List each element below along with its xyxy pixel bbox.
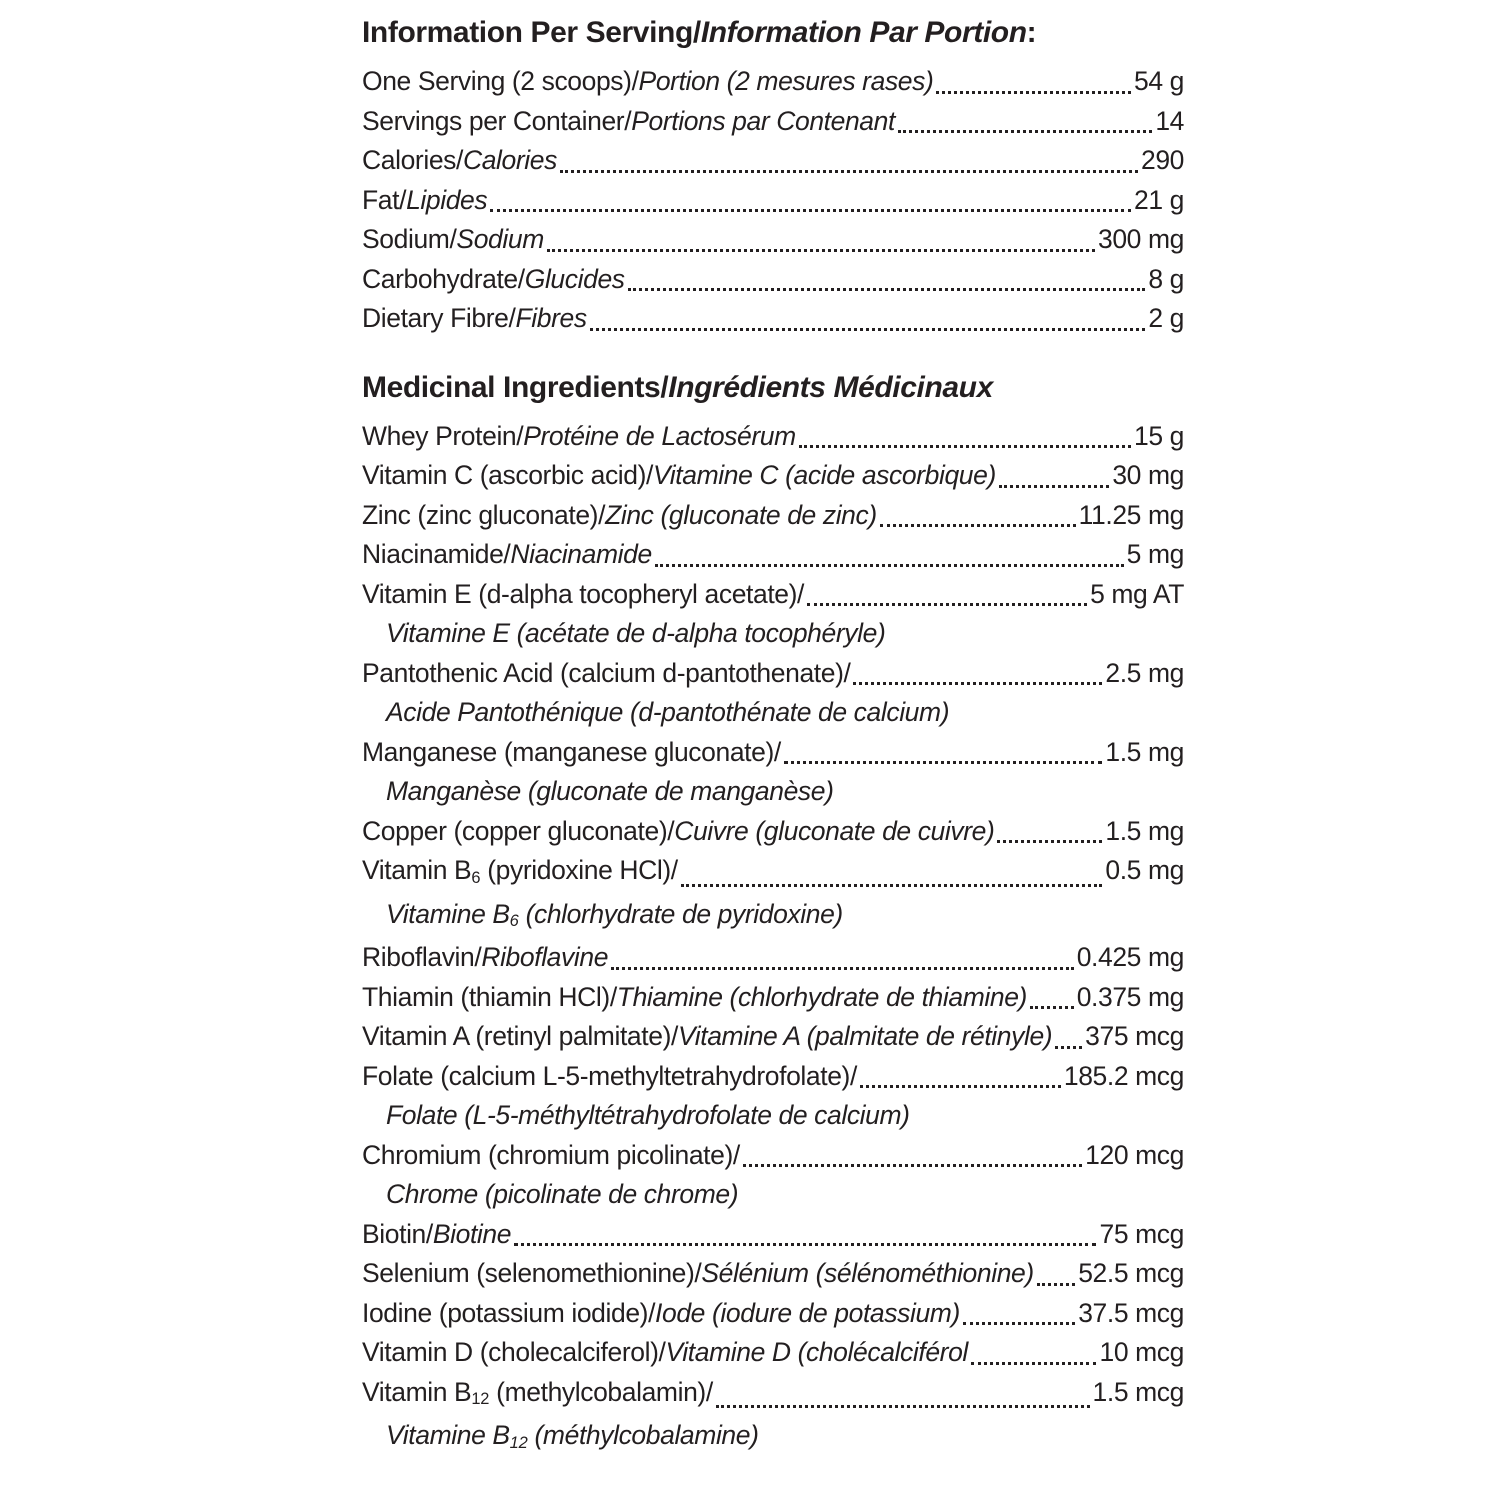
- serving-info-heading-en: Information Per Serving/: [362, 16, 701, 49]
- row-label-en: Thiamin (thiamin HCl)/: [362, 981, 617, 1012]
- serving-info-heading: [362, 12, 1184, 54]
- row-value: 75 mcg: [1099, 1218, 1184, 1249]
- ingredient-row-folate: [362, 1057, 1184, 1097]
- serving-row-fat: [362, 181, 1184, 221]
- dot-leader: [628, 288, 1146, 291]
- ingredient-row-vitamin-e: [362, 575, 1184, 615]
- dot-leader: [490, 209, 1131, 212]
- serving-info-heading-colon: :: [1026, 16, 1037, 49]
- dot-leader: [784, 761, 1103, 764]
- row-label-fr: Portions par Contenant: [631, 105, 895, 136]
- serving-row-dietary-fibre: [362, 299, 1184, 339]
- dot-leader: [971, 1362, 1097, 1365]
- ingredient-row-manganese-fr: [362, 772, 1184, 812]
- row-label-en: Vitamin C (ascorbic acid)/: [362, 460, 654, 490]
- row-label-en: [362, 851, 678, 895]
- ingredient-row-thiamin: [362, 978, 1184, 1018]
- row-value: 2.5 mg: [1105, 657, 1184, 688]
- ingredient-row-whey-protein: [362, 417, 1184, 457]
- row-label-en: Selenium (selenomethionine)/: [362, 1258, 702, 1288]
- ingredient-row-manganese: [362, 733, 1184, 773]
- subscript-6: 6: [509, 912, 519, 931]
- row-label-en: Vitamin A (retinyl palmitate)/: [362, 1021, 678, 1051]
- row-label-fr: Sodium: [456, 224, 544, 254]
- row-label-en: Servings per Container/: [362, 105, 632, 136]
- dot-leader: [655, 564, 1124, 567]
- ingredient-row-niacinamide: [362, 535, 1184, 575]
- dot-leader: [807, 603, 1087, 606]
- row-value: 14: [1155, 105, 1184, 136]
- dot-leader: [898, 130, 1152, 133]
- dot-leader: [1037, 1283, 1075, 1286]
- row-label-fr: Calories: [462, 145, 557, 175]
- row-value: 11.25 mg: [1078, 499, 1184, 530]
- ingredient-row-vitamin-a: [362, 1017, 1184, 1057]
- row-label-en-post: (methylcobalamin)/: [489, 1376, 713, 1407]
- nutrition-label-panel: [362, 12, 1184, 1460]
- ingredient-row-vitamin-e-fr: [362, 614, 1184, 654]
- row-label-en: Chromium (chromium picolinate)/: [362, 1139, 740, 1170]
- row-label-fr-line2: Acide Pantothénique (d-pantothénate de calcium): [386, 697, 950, 727]
- subscript-12: 12: [509, 1433, 528, 1452]
- serving-row-sodium: [362, 220, 1184, 260]
- dot-leader: [880, 524, 1076, 527]
- row-label-fr-line2: [386, 1416, 759, 1460]
- ingredient-row-vitamin-c: [362, 456, 1184, 496]
- row-value: 290: [1140, 145, 1184, 175]
- row-label-en: Copper (copper gluconate)/: [362, 815, 675, 846]
- row-label-fr: Thiamine (chlorhydrate de thiamine): [616, 981, 1027, 1012]
- row-value: 300 mg: [1098, 224, 1184, 254]
- row-value: 30 mg: [1112, 460, 1184, 490]
- row-label-en: Folate (calcium L-5-methyltetrahydrofolate)/: [362, 1060, 857, 1091]
- dot-leader: [860, 1085, 1061, 1088]
- row-label-fr: Sélénium (sélénométhionine): [701, 1258, 1034, 1288]
- row-label-fr-pre: Vitamine B: [386, 898, 510, 929]
- row-label-en: Manganese (manganese gluconate)/: [362, 736, 781, 767]
- ingredient-row-chromium-fr: [362, 1175, 1184, 1215]
- ingredient-row-pantothenic-acid-fr: [362, 693, 1184, 733]
- serving-row-one-serving: [362, 62, 1184, 102]
- row-value: 0.375 mg: [1076, 981, 1184, 1012]
- ingredient-row-vitamin-d: [362, 1333, 1184, 1373]
- row-value: 185.2 mcg: [1063, 1060, 1184, 1091]
- row-value: 2 g: [1148, 303, 1184, 333]
- row-label-en: [362, 1373, 713, 1417]
- row-label-fr: Riboflavine: [481, 942, 609, 972]
- dot-leader: [514, 1243, 1096, 1246]
- row-label-en: Carbohydrate/: [362, 263, 525, 294]
- row-value: 21 g: [1134, 184, 1184, 215]
- row-label-fr: Protéine de Lactosérum: [523, 420, 796, 451]
- row-label-en-pre: Vitamin B: [362, 1376, 472, 1407]
- row-label-en: Iodine (potassium iodide)/: [362, 1297, 656, 1328]
- ingredient-row-folate-fr: [362, 1096, 1184, 1136]
- row-label-fr-line2: [386, 895, 843, 939]
- dot-leader: [716, 1405, 1090, 1408]
- row-label-fr: Niacinamide: [510, 539, 652, 569]
- dot-leader: [963, 1322, 1075, 1325]
- row-label-fr: Iode (iodure de potassium): [655, 1297, 960, 1328]
- row-label-en: Pantothenic Acid (calcium d-pantothenate)/: [362, 657, 851, 688]
- dot-leader: [1055, 1046, 1082, 1049]
- row-label-en-pre: Vitamin B: [362, 855, 472, 885]
- ingredient-row-vitamin-b6-fr: [362, 895, 1184, 939]
- row-label-fr-line2: Folate (L-5-méthyltétrahydrofolate de calcium): [386, 1100, 910, 1130]
- dot-leader: [547, 249, 1095, 252]
- dot-leader: [743, 1164, 1082, 1167]
- serving-row-servings-per-container: [362, 102, 1184, 142]
- serving-row-carbohydrate: [362, 260, 1184, 300]
- ingredient-row-iodine: [362, 1294, 1184, 1334]
- dot-leader: [590, 328, 1146, 331]
- section-gap: [362, 339, 1184, 367]
- row-label-fr: Cuivre (gluconate de cuivre): [674, 815, 995, 846]
- row-label-fr-line2: Vitamine E (acétate de d-alpha tocophéryle): [386, 618, 886, 648]
- row-label-en: Whey Protein/: [362, 420, 524, 451]
- ingredient-row-vitamin-b12-fr: [362, 1416, 1184, 1460]
- row-label-fr: Vitamine D (cholécalciférol: [665, 1337, 968, 1367]
- dot-leader: [853, 682, 1102, 685]
- row-label-en: Riboflavin/: [362, 942, 482, 972]
- row-value: 1.5 mg: [1105, 736, 1184, 767]
- row-label-en: Vitamin E (d-alpha tocopheryl acetate)/: [362, 578, 805, 609]
- row-value: 54 g: [1134, 66, 1184, 96]
- row-value: 1.5 mg: [1105, 815, 1184, 846]
- ingredient-row-selenium: [362, 1254, 1184, 1294]
- row-label-fr: Fibres: [515, 303, 587, 333]
- row-label-en: Niacinamide/: [362, 539, 511, 569]
- row-label-fr: Portion (2 mesures rases): [638, 66, 934, 96]
- ingredient-row-vitamin-b6: [362, 851, 1184, 895]
- row-label-en: Dietary Fibre/: [362, 303, 516, 333]
- dot-leader: [999, 485, 1109, 488]
- row-label-fr: Zinc (gluconate de zinc): [605, 499, 877, 530]
- row-label-en: Biotin/: [362, 1218, 433, 1249]
- row-label-en: Zinc (zinc gluconate)/: [362, 499, 606, 530]
- row-label-fr-line2: Chrome (picolinate de chrome): [386, 1179, 739, 1209]
- dot-leader: [611, 967, 1074, 970]
- row-value: 5 mg AT: [1090, 578, 1184, 609]
- serving-row-calories: [362, 141, 1184, 181]
- row-value: 375 mcg: [1085, 1021, 1184, 1051]
- row-label-fr: Vitamine A (palmitate de rétinyle): [677, 1021, 1053, 1051]
- dot-leader: [936, 91, 1131, 94]
- ingredient-row-biotin: [362, 1215, 1184, 1255]
- row-label-fr-pre: Vitamine B: [386, 1420, 510, 1450]
- ingredient-row-chromium: [362, 1136, 1184, 1176]
- row-value: 120 mcg: [1085, 1139, 1184, 1170]
- ingredient-row-riboflavin: [362, 938, 1184, 978]
- row-value: 8 g: [1148, 263, 1184, 294]
- dot-leader: [997, 840, 1102, 843]
- row-label-en: One Serving (2 scoops)/: [362, 66, 639, 96]
- row-label-en: Fat/: [362, 184, 407, 215]
- dot-leader: [799, 445, 1131, 448]
- row-label-en: Sodium/: [362, 224, 457, 254]
- row-value: 15 g: [1134, 420, 1184, 451]
- row-value: 5 mg: [1126, 539, 1184, 569]
- row-value: 1.5 mcg: [1092, 1376, 1184, 1407]
- dot-leader: [681, 884, 1103, 887]
- row-label-fr: Glucides: [524, 263, 625, 294]
- ingredient-row-pantothenic-acid: [362, 654, 1184, 694]
- row-label-en-post: (pyridoxine HCl)/: [480, 855, 678, 885]
- row-label-fr-post: (chlorhydrate de pyridoxine): [518, 898, 843, 929]
- row-value: 0.5 mg: [1105, 855, 1184, 885]
- row-label-fr-post: (méthylcobalamine): [527, 1420, 759, 1450]
- serving-info-heading-fr: Information Par Portion: [700, 16, 1027, 49]
- ingredient-row-vitamin-b12: [362, 1373, 1184, 1417]
- row-value: 52.5 mcg: [1078, 1258, 1184, 1288]
- ingredient-row-copper: [362, 812, 1184, 852]
- row-label-fr: Lipides: [406, 184, 488, 215]
- row-value: 37.5 mcg: [1078, 1297, 1184, 1328]
- row-label-fr: Vitamine C (acide ascorbique): [653, 460, 996, 490]
- medicinal-heading-en: Medicinal Ingredients/: [362, 370, 669, 404]
- medicinal-heading-fr: Ingrédients Médicinaux: [668, 370, 993, 404]
- row-value: 0.425 mg: [1076, 942, 1184, 972]
- row-label-en: Calories/: [362, 145, 463, 175]
- row-label-fr: Biotine: [432, 1218, 512, 1249]
- subscript-12: 12: [471, 1390, 490, 1409]
- dot-leader: [560, 170, 1138, 173]
- medicinal-heading: [362, 367, 1184, 409]
- subscript-6: 6: [471, 868, 481, 887]
- row-label-en: Vitamin D (cholecalciferol)/: [362, 1337, 666, 1367]
- row-label-fr-line2: Manganèse (gluconate de manganèse): [386, 776, 834, 806]
- row-value: 10 mcg: [1099, 1337, 1184, 1367]
- dot-leader: [1030, 1006, 1074, 1009]
- ingredient-row-zinc: [362, 496, 1184, 536]
